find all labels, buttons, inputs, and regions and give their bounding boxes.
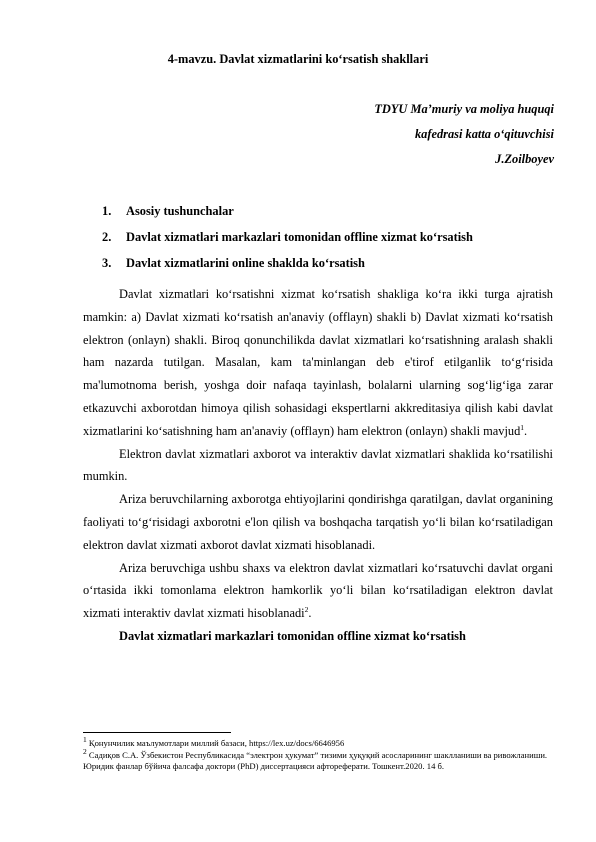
outline-number: 1.	[102, 204, 112, 218]
paragraph-text: Ariza beruvchiga ushbu shaxs va elektron davlat xizmatlari koʻrsatuvchi davlat organi oʻrtasida ikki tomonlama elektron hamkorlik yoʻli bilan koʻrsatiladigan elektron davlat xizmati interaktiv davlat xizmati hisoblanadi	[83, 560, 553, 621]
outline-item	[102, 255, 473, 281]
author-name: J.Zoilboyev	[495, 152, 554, 166]
author-line-1: TDYU Ma’muriy va moliya huquqi	[374, 102, 554, 116]
footnote-mark: 2	[83, 747, 87, 757]
outline-text: Davlat xizmatlari markazlari tomonidan offline xizmat koʻrsatish	[126, 230, 473, 244]
footnote-text: Қонунчилик маълумотлари миллий базаси, https://lex.uz/docs/6646956	[86, 738, 345, 748]
footnote-ref: 2	[304, 605, 309, 615]
paragraph-end: .	[308, 606, 312, 621]
footnote	[83, 747, 553, 773]
footnote-divider	[83, 732, 231, 733]
paragraph-end: .	[524, 423, 528, 438]
footnote-ref: 1	[520, 422, 525, 432]
paragraph: Ariza beruvchilarning axborotga ehtiyojlarini qondirishga qaratilgan, davlat organining faoliyati toʻgʻrisidagi axborotni e'lon qilish va boshqacha tarqatish yoʻli bilan koʻrsatiladigan elektron davlat xizmati axborot davlat xizmati hisoblanadi.	[83, 492, 553, 552]
paragraph	[83, 557, 553, 625]
body-text	[83, 283, 553, 648]
section-heading: Davlat xizmatlari markazlari tomonidan offline xizmat koʻrsatish	[119, 628, 466, 643]
outline-item	[102, 229, 473, 255]
outline-number: 3.	[102, 256, 112, 270]
footnote-text: Садиқов С.А. Ўзбекистон Республикасида “электрон ҳукумат” тизими ҳуқуқий асосларининг шаклланиши ва ривожланиши. Юридик фанлар бўйича фалсафа доктори (PhD) диссертацияси афтореферати. Тошкент.2020. 14 б.	[83, 750, 548, 772]
outline-text: Asosiy tushunchalar	[126, 204, 234, 218]
footnote-mark: 1	[83, 735, 87, 745]
outline-number: 2.	[102, 230, 112, 244]
outline-text: Davlat xizmatlarini online shaklda koʻrsatish	[126, 256, 365, 270]
outline-item	[102, 203, 473, 229]
page-title: 4-mavzu. Davlat xizmatlarini koʻrsatish shakllari	[167, 52, 429, 66]
paragraph-text: Davlat xizmatlari koʻrsatishni xizmat koʻrsatish shakliga koʻra ikki turga ajratish mamkin: a) Davlat xizmati koʻrsatish an'anaviy (offlayn) shakli b) Davlat xizmati koʻrsatish elektron (onlayn) shakli. Biroq qonunchilikda davlat xizmatlari koʻrsatishning aralash shakli ham nazarda tutilgan. Masalan, kam ta'minlangan deb e'tirof etilganlik toʻgʻrisida ma'lumotnoma berish, yoshga doir nafaqa tayinlash, bolalarni ularning sogʻligʻiga zarar etkazuvchi axborotdan himoya qilish sohasidagi ekspertlarni akkreditasiya qilish kabi davlat xizmatlarini koʻsatishning ham an'anaviy (offlayn) ham elektron (onlayn) shakli mavjud	[83, 287, 553, 438]
footnote	[83, 735, 553, 749]
paragraph: Elektron davlat xizmatlari axborot va interaktiv davlat xizmatlari shaklida koʻrsatilishi mumkin.	[83, 446, 553, 484]
author-line-2: kafedrasi katta oʻqituvchisi	[414, 127, 554, 141]
paragraph	[83, 283, 553, 443]
topic-outline	[102, 203, 473, 281]
